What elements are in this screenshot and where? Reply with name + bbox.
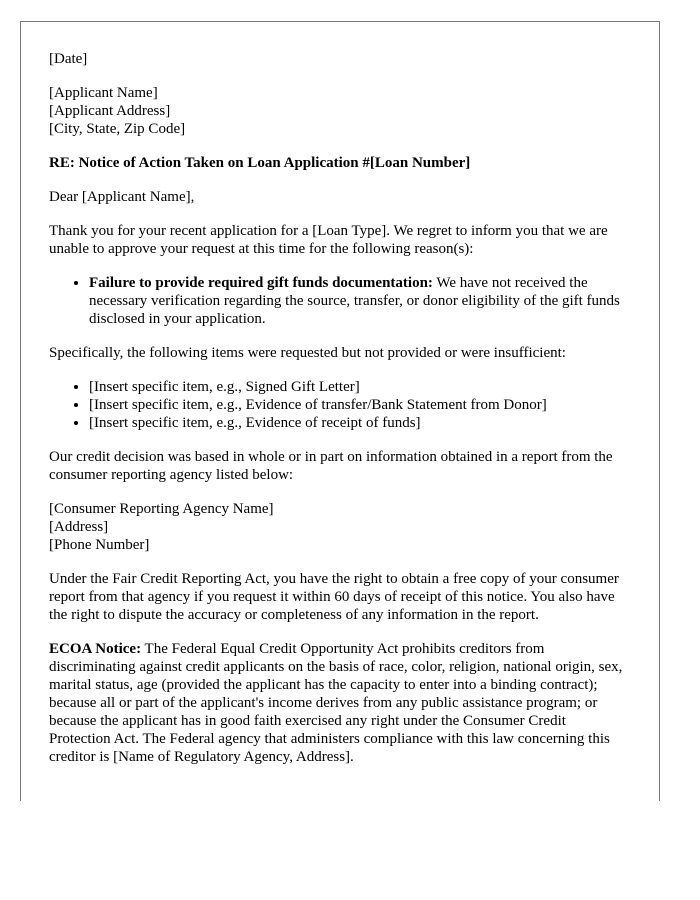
list-item: • [Insert specific item, e.g., Evidence of transfer/Bank Statement from Donor] xyxy=(89,396,631,414)
letter-intro: Thank you for your recent application for a [Loan Type]. We regret to inform you that we are unable to approve your request at this time for the following reason(s): xyxy=(49,223,608,257)
agency-name: [Consumer Reporting Agency Name] xyxy=(49,501,274,517)
ecoa-label: ECOA Notice: xyxy=(49,641,142,657)
items-intro: Specifically, the following items were requested but not provided or were insufficient: xyxy=(49,345,566,361)
agency-address: [Address] xyxy=(49,519,109,535)
reason-item xyxy=(89,274,631,328)
fcra-paragraph: Under the Fair Credit Reporting Act, you have the right to obtain a free copy of your consumer report from that agency if you request it within 60 days of receipt of this notice. You also have the right to dispute the accuracy or completeness of any information in the report. xyxy=(49,571,619,623)
ecoa-text: The Federal Equal Credit Opportunity Act prohibits creditors from discriminating against credit applicants on the basis of race, color, religion, national origin, sex, marital status, age (provided the applicant has the capacity to enter into a binding contract); because all or part of the applicant's income derives from any public assistance program; or because the applicant has in good faith exercised any right under the Consumer Credit Protection Act. The Federal agency that administers compliance with this law concerning this creditor is [Name of Regulatory Agency, Address]. xyxy=(49,641,623,765)
applicant-address: [Applicant Address] xyxy=(49,103,171,119)
letter-date: [Date] xyxy=(49,51,88,67)
reason-text: We have not received the necessary verification regarding the source, transfer, or donor eligibility of the gift funds disclosed in your application. xyxy=(89,275,620,327)
applicant-block xyxy=(49,84,631,138)
list-item: • [Insert specific item, e.g., Signed Gift Letter] xyxy=(89,378,631,396)
applicant-city-state-zip: [City, State, Zip Code] xyxy=(49,121,186,137)
applicant-name: [Applicant Name] xyxy=(49,85,158,101)
credit-decision-paragraph: Our credit decision was based in whole or in part on information obtained in a report from the consumer reporting agency listed below: xyxy=(49,449,613,483)
letter-subject: RE: Notice of Action Taken on Loan Application #[Loan Number] xyxy=(49,155,471,171)
reason-title: Failure to provide required gift funds documentation: xyxy=(89,275,433,291)
agency-phone: [Phone Number] xyxy=(49,537,150,553)
items-list xyxy=(49,378,631,432)
list-item: • [Insert specific item, e.g., Evidence of receipt of funds] xyxy=(89,414,631,432)
reasons-list xyxy=(49,274,631,328)
letter-salutation: Dear [Applicant Name], xyxy=(49,189,195,205)
ecoa-paragraph xyxy=(49,640,631,766)
agency-block xyxy=(49,500,631,554)
letter-page xyxy=(20,21,660,801)
